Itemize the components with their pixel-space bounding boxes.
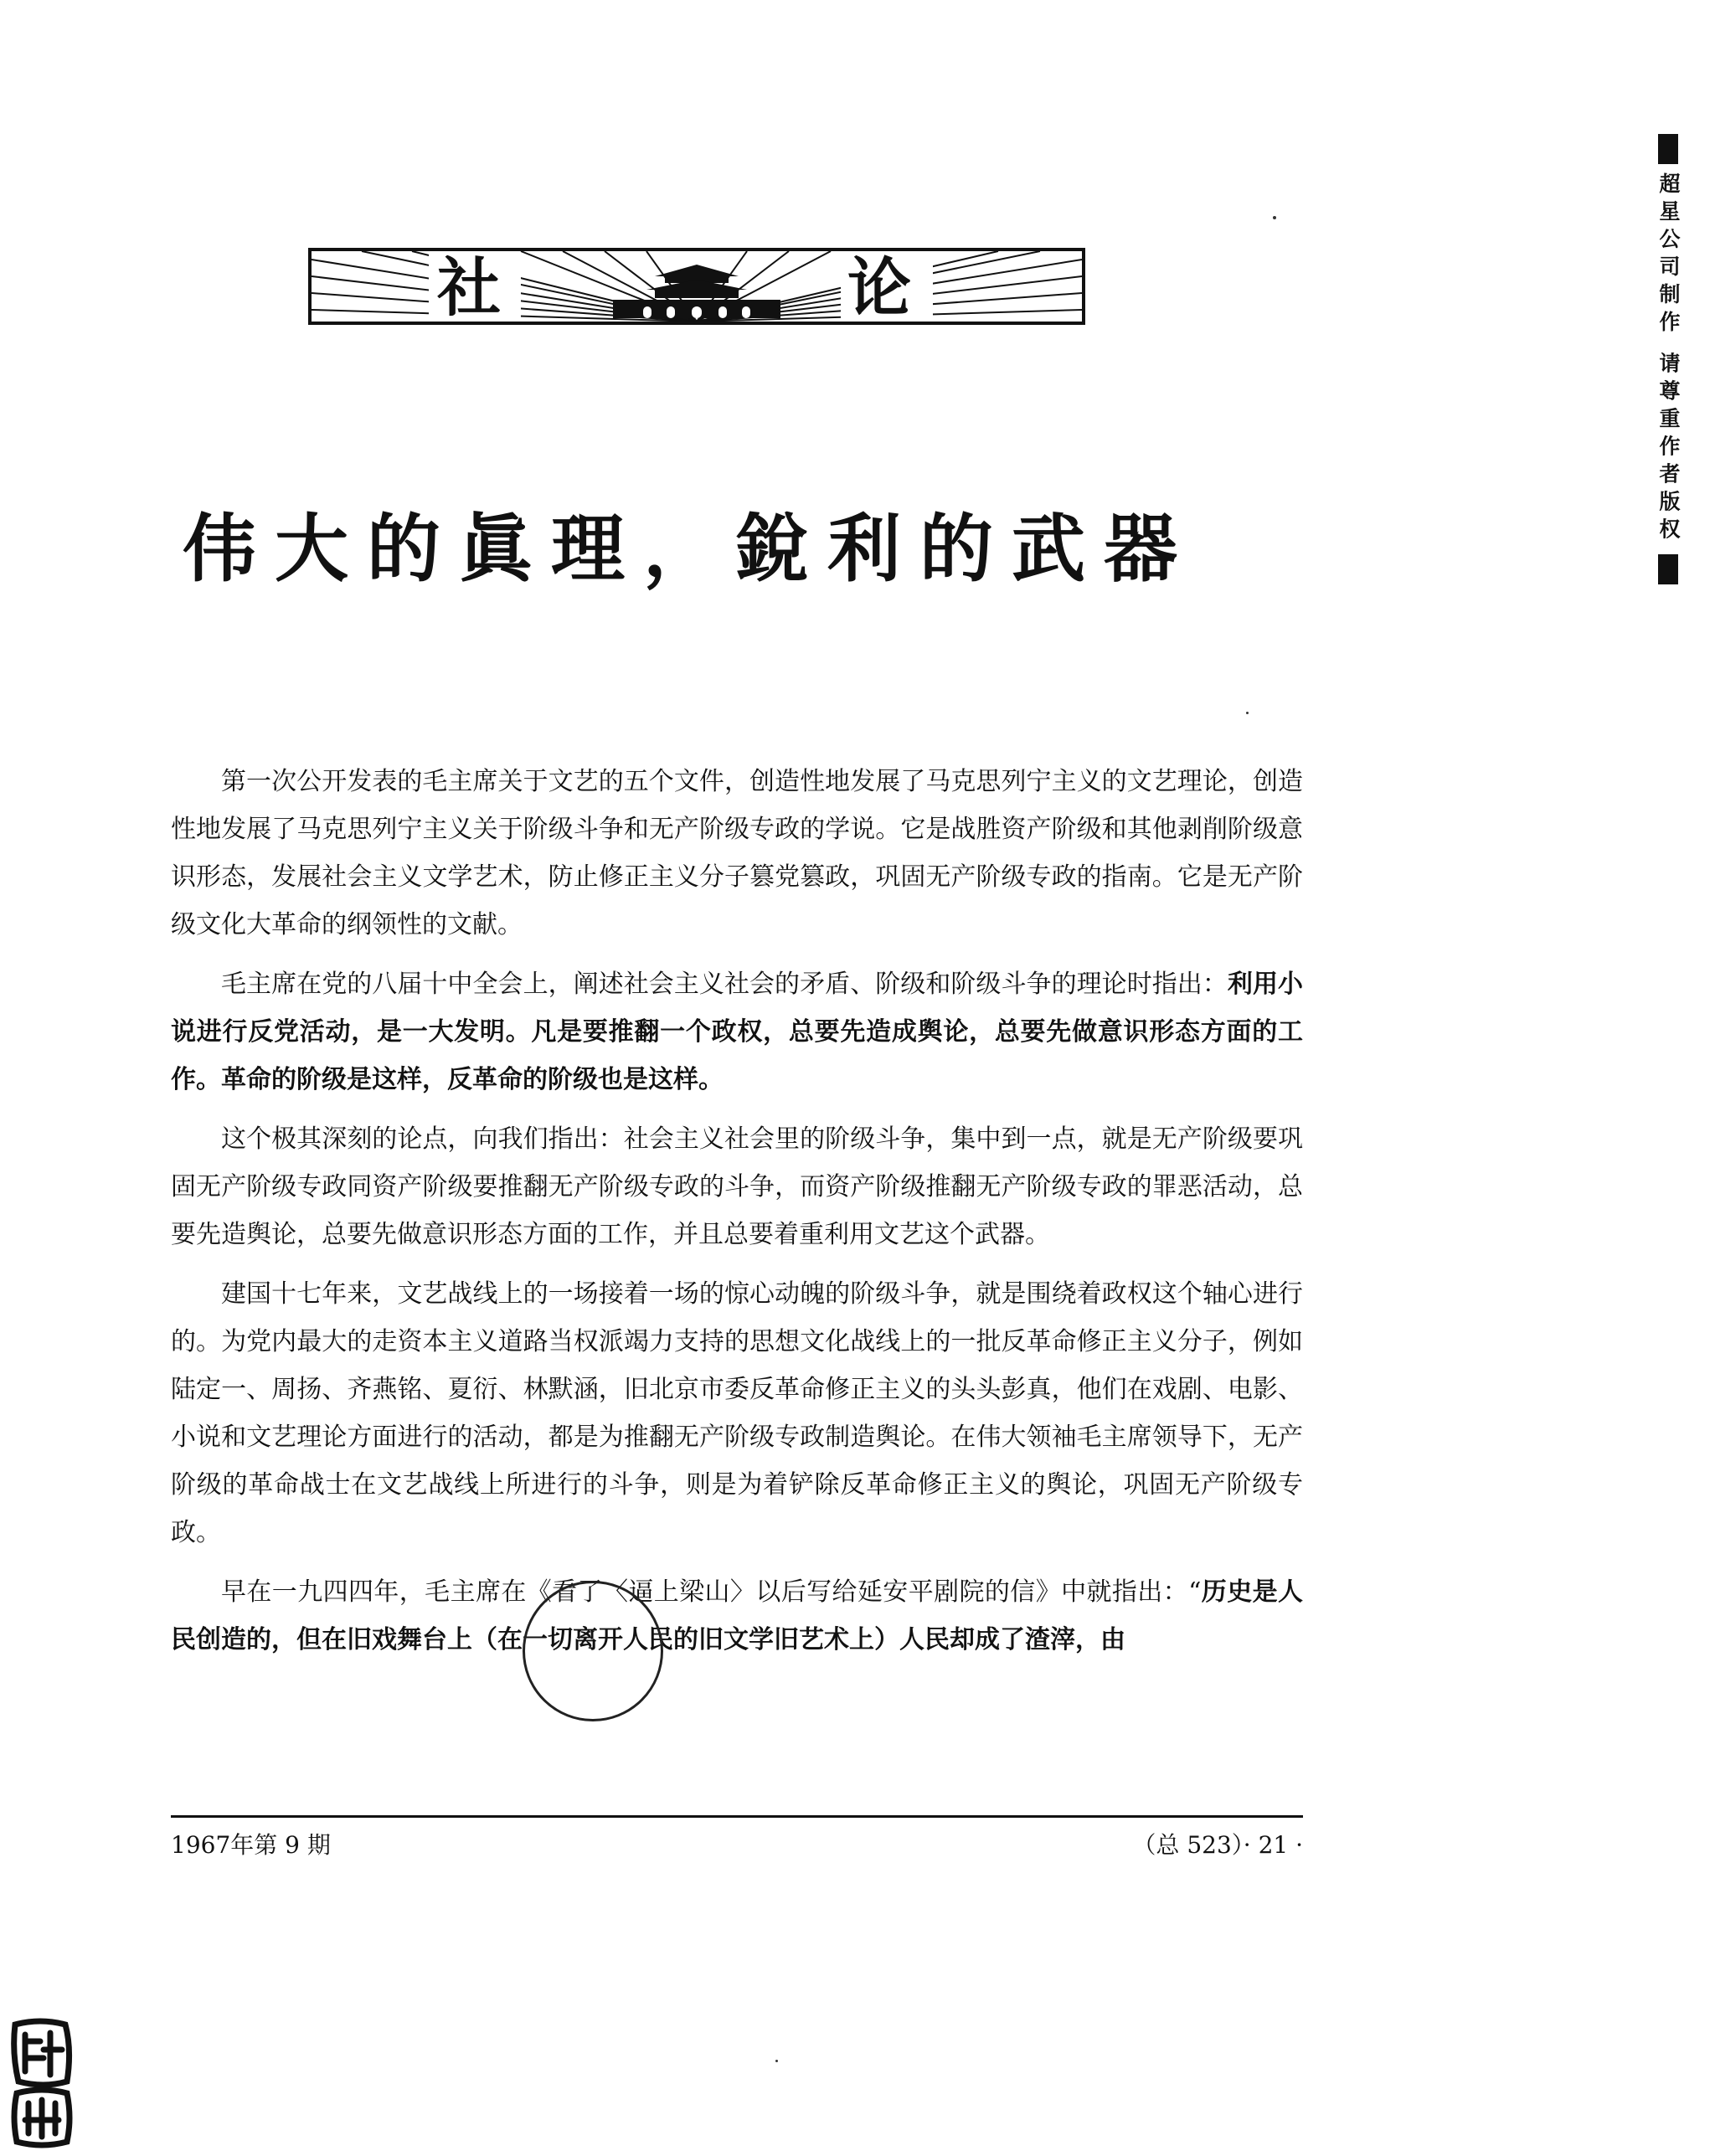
article-body: [171, 758, 1303, 1675]
library-seal-stamp: [7, 2016, 75, 2150]
paragraph-text: 早在一九四四年，毛主席在《看了〈逼上梁山〉以后写给延安平剧院的信》中就指出：“: [221, 1577, 1202, 1607]
scan-speck: [1273, 216, 1276, 219]
paragraph-5: [171, 1568, 1303, 1664]
scan-speck: [775, 2060, 778, 2062]
quotation-bold: 历史是人民创造的，但在旧戏舞台上（在一切离开人民的旧文学旧艺术上）人民却成了渣滓，由: [171, 1577, 1303, 1654]
pen-circle-mark: [523, 1581, 663, 1721]
article-headline: 伟大的眞理，銳利的武器: [183, 505, 1197, 592]
tiananmen-gate-icon: [596, 258, 797, 322]
paragraph-1: [171, 758, 1303, 949]
paragraph-2: [171, 960, 1303, 1104]
page-number: （总 523）· 21 ·: [1132, 1831, 1303, 1859]
watermark-text: 超星公司制作 请尊重作者版权: [1656, 172, 1681, 546]
watermark-bar-top: [1658, 134, 1678, 164]
footer-rule: [171, 1815, 1303, 1818]
quotation-bold: 利用小说进行反党活动，是一大发明。凡是要推翻一个政权，总要先造成舆论，总要先做意识形态方面的工作。革命的阶级是这样，反革命的阶级也是这样。: [171, 970, 1304, 1094]
watermark-bar-bottom: [1658, 554, 1678, 584]
masthead-char-she: 社: [437, 250, 501, 325]
paragraph-4: [171, 1270, 1303, 1557]
side-watermark: [1645, 134, 1691, 584]
paragraph-text: 第一次公开发表的毛主席关于文艺的五个文件，创造性地发展了马克思列宁主义的文艺理论，创造性地发展了马克思列宁主义关于阶级斗争和无产阶级专政的学说。它是战胜资产阶级和其他剥削阶级意识形态，发展社会主义文学艺术，防止修正主义分子篡党篡政，巩固无产阶级专政的指南。它是无产阶级文化大革命的纲领性的文献。: [171, 767, 1303, 939]
masthead-char-lun: 论: [847, 250, 911, 325]
paragraph-3: [171, 1115, 1303, 1258]
paragraph-text: 毛主席在党的八届十中全会上，阐述社会主义社会的矛盾、阶级和阶级斗争的理论时指出：: [221, 970, 1228, 999]
editorial-masthead: [308, 248, 1085, 325]
scan-speck: [1246, 712, 1249, 714]
issue-label: 1967年第 9 期: [171, 1831, 331, 1859]
paragraph-text: 这个极其深刻的论点，向我们指出：社会主义社会里的阶级斗争，集中到一点，就是无产阶级要巩固无产阶级专政同资产阶级要推翻无产阶级专政的斗争，而资产阶级推翻无产阶级专政的罪恶活动，总要先造舆论，总要先做意识形态方面的工作，并且总要着重利用文艺这个武器。: [171, 1124, 1303, 1249]
paragraph-text: 建国十七年来，文艺战线上的一场接着一场的惊心动魄的阶级斗争，就是围绕着政权这个轴心进行的。为党内最大的走资本主义道路当权派竭力支持的思想文化战线上的一批反革命修正主义分子，例如陆定一、周扬、齐燕铭、夏衍、林默涵，旧北京市委反革命修正主义的头头彭真，他们在戏剧、电影、小说和文艺理论方面进行的活动，都是为推翻无产阶级专政制造舆论。在伟大领袖毛主席领导下，无产阶级的革命战士在文艺战线上所进行的斗争，则是为着铲除反革命修正主义的舆论，巩固无产阶级专政。: [171, 1279, 1303, 1547]
